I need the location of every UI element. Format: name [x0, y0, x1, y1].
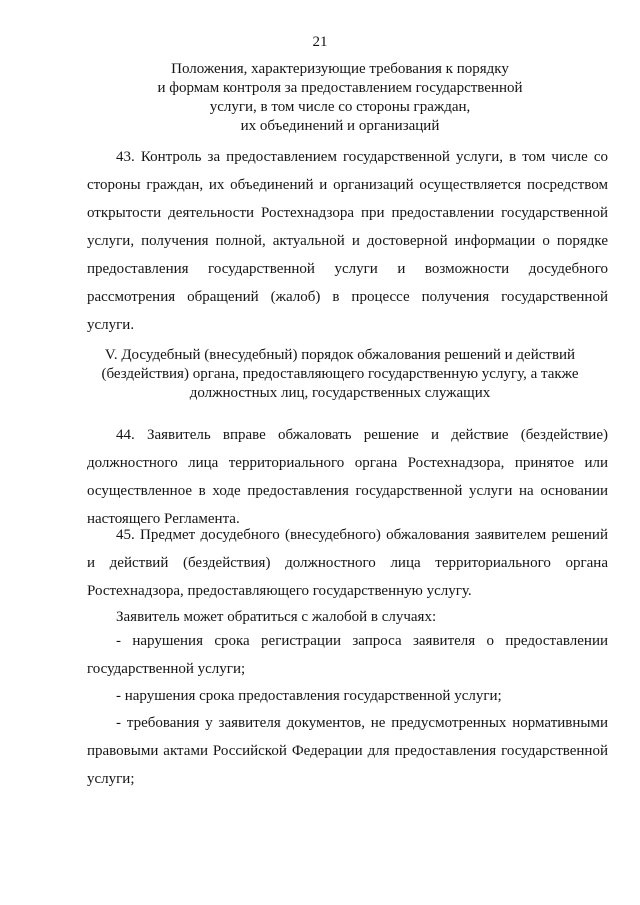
paragraph-line: 45. Предмет досудебного (внесудебного) обжалования заявителем решений	[116, 527, 608, 543]
heading-line: услуги, в том числе со стороны граждан,	[209, 99, 471, 115]
heading-line: V. Досудебный (внесудебный) порядок обжалования решений и действий	[104, 347, 576, 363]
paragraph-line: открытости деятельности Ростехнадзора при предоставлении государственной	[87, 205, 608, 221]
heading-line: (бездействия) органа, предоставляющего государственную услугу, а также	[101, 366, 579, 382]
paragraph-line: предоставления государственной услуги и возможности досудебного	[87, 261, 608, 277]
case-item-3	[87, 709, 608, 793]
section-heading-control	[60, 60, 620, 136]
paragraph-line: рассмотрения обращений (жалоб) в процессе получения государственной	[87, 289, 608, 305]
page-number: 21	[312, 34, 328, 50]
paragraph-line: Ростехнадзора, предоставляющего государственную услугу.	[87, 583, 472, 599]
section-v-heading	[60, 346, 620, 403]
list-item-line: услуги;	[87, 771, 135, 787]
paragraph-line: и действий (бездействия) должностного лица территориального органа	[87, 555, 608, 571]
list-item-line: - нарушения срока предоставления государственной услуги;	[116, 688, 502, 704]
paragraph-line: 43. Контроль за предоставлением государственной услуги, в том числе со	[116, 149, 608, 165]
paragraph-line: должностного лица территориального органа Ростехнадзора, принятое или	[87, 455, 608, 471]
heading-line: их объединений и организаций	[240, 118, 440, 134]
paragraph-line: 44. Заявитель вправе обжаловать решение и действие (бездействие)	[116, 427, 608, 443]
case-item-2	[87, 682, 608, 710]
paragraph-45	[87, 521, 608, 605]
paragraph-line: Заявитель может обратиться с жалобой в случаях:	[116, 609, 437, 625]
paragraph-43	[87, 143, 608, 339]
paragraph-line: осуществленное в ходе предоставления государственной услуги на основании	[87, 483, 608, 499]
case-item-1	[87, 627, 608, 683]
heading-line: Положения, характеризующие требования к порядку	[171, 61, 509, 77]
paragraph-line: настоящего Регламента.	[87, 511, 240, 527]
paragraph-line: стороны граждан, их объединений и организаций осуществляется посредством	[87, 177, 608, 193]
paragraph-line: услуги.	[87, 317, 135, 333]
list-item-line: - нарушения срока регистрации запроса заявителя о предоставлении	[116, 633, 608, 649]
paragraph-line: услуги, получения полной, актуальной и достоверной информации о порядке	[87, 233, 608, 249]
paragraph-44	[87, 421, 608, 533]
list-item-line: правовыми актами Российской Федерации для предоставления государственной	[87, 743, 608, 759]
list-item-line: государственной услуги;	[87, 661, 246, 677]
heading-line: и формам контроля за предоставлением государственной	[157, 80, 523, 96]
heading-line: должностных лиц, государственных служащих	[189, 385, 491, 401]
list-item-line: - требования у заявителя документов, не предусмотренных нормативными	[116, 715, 608, 731]
